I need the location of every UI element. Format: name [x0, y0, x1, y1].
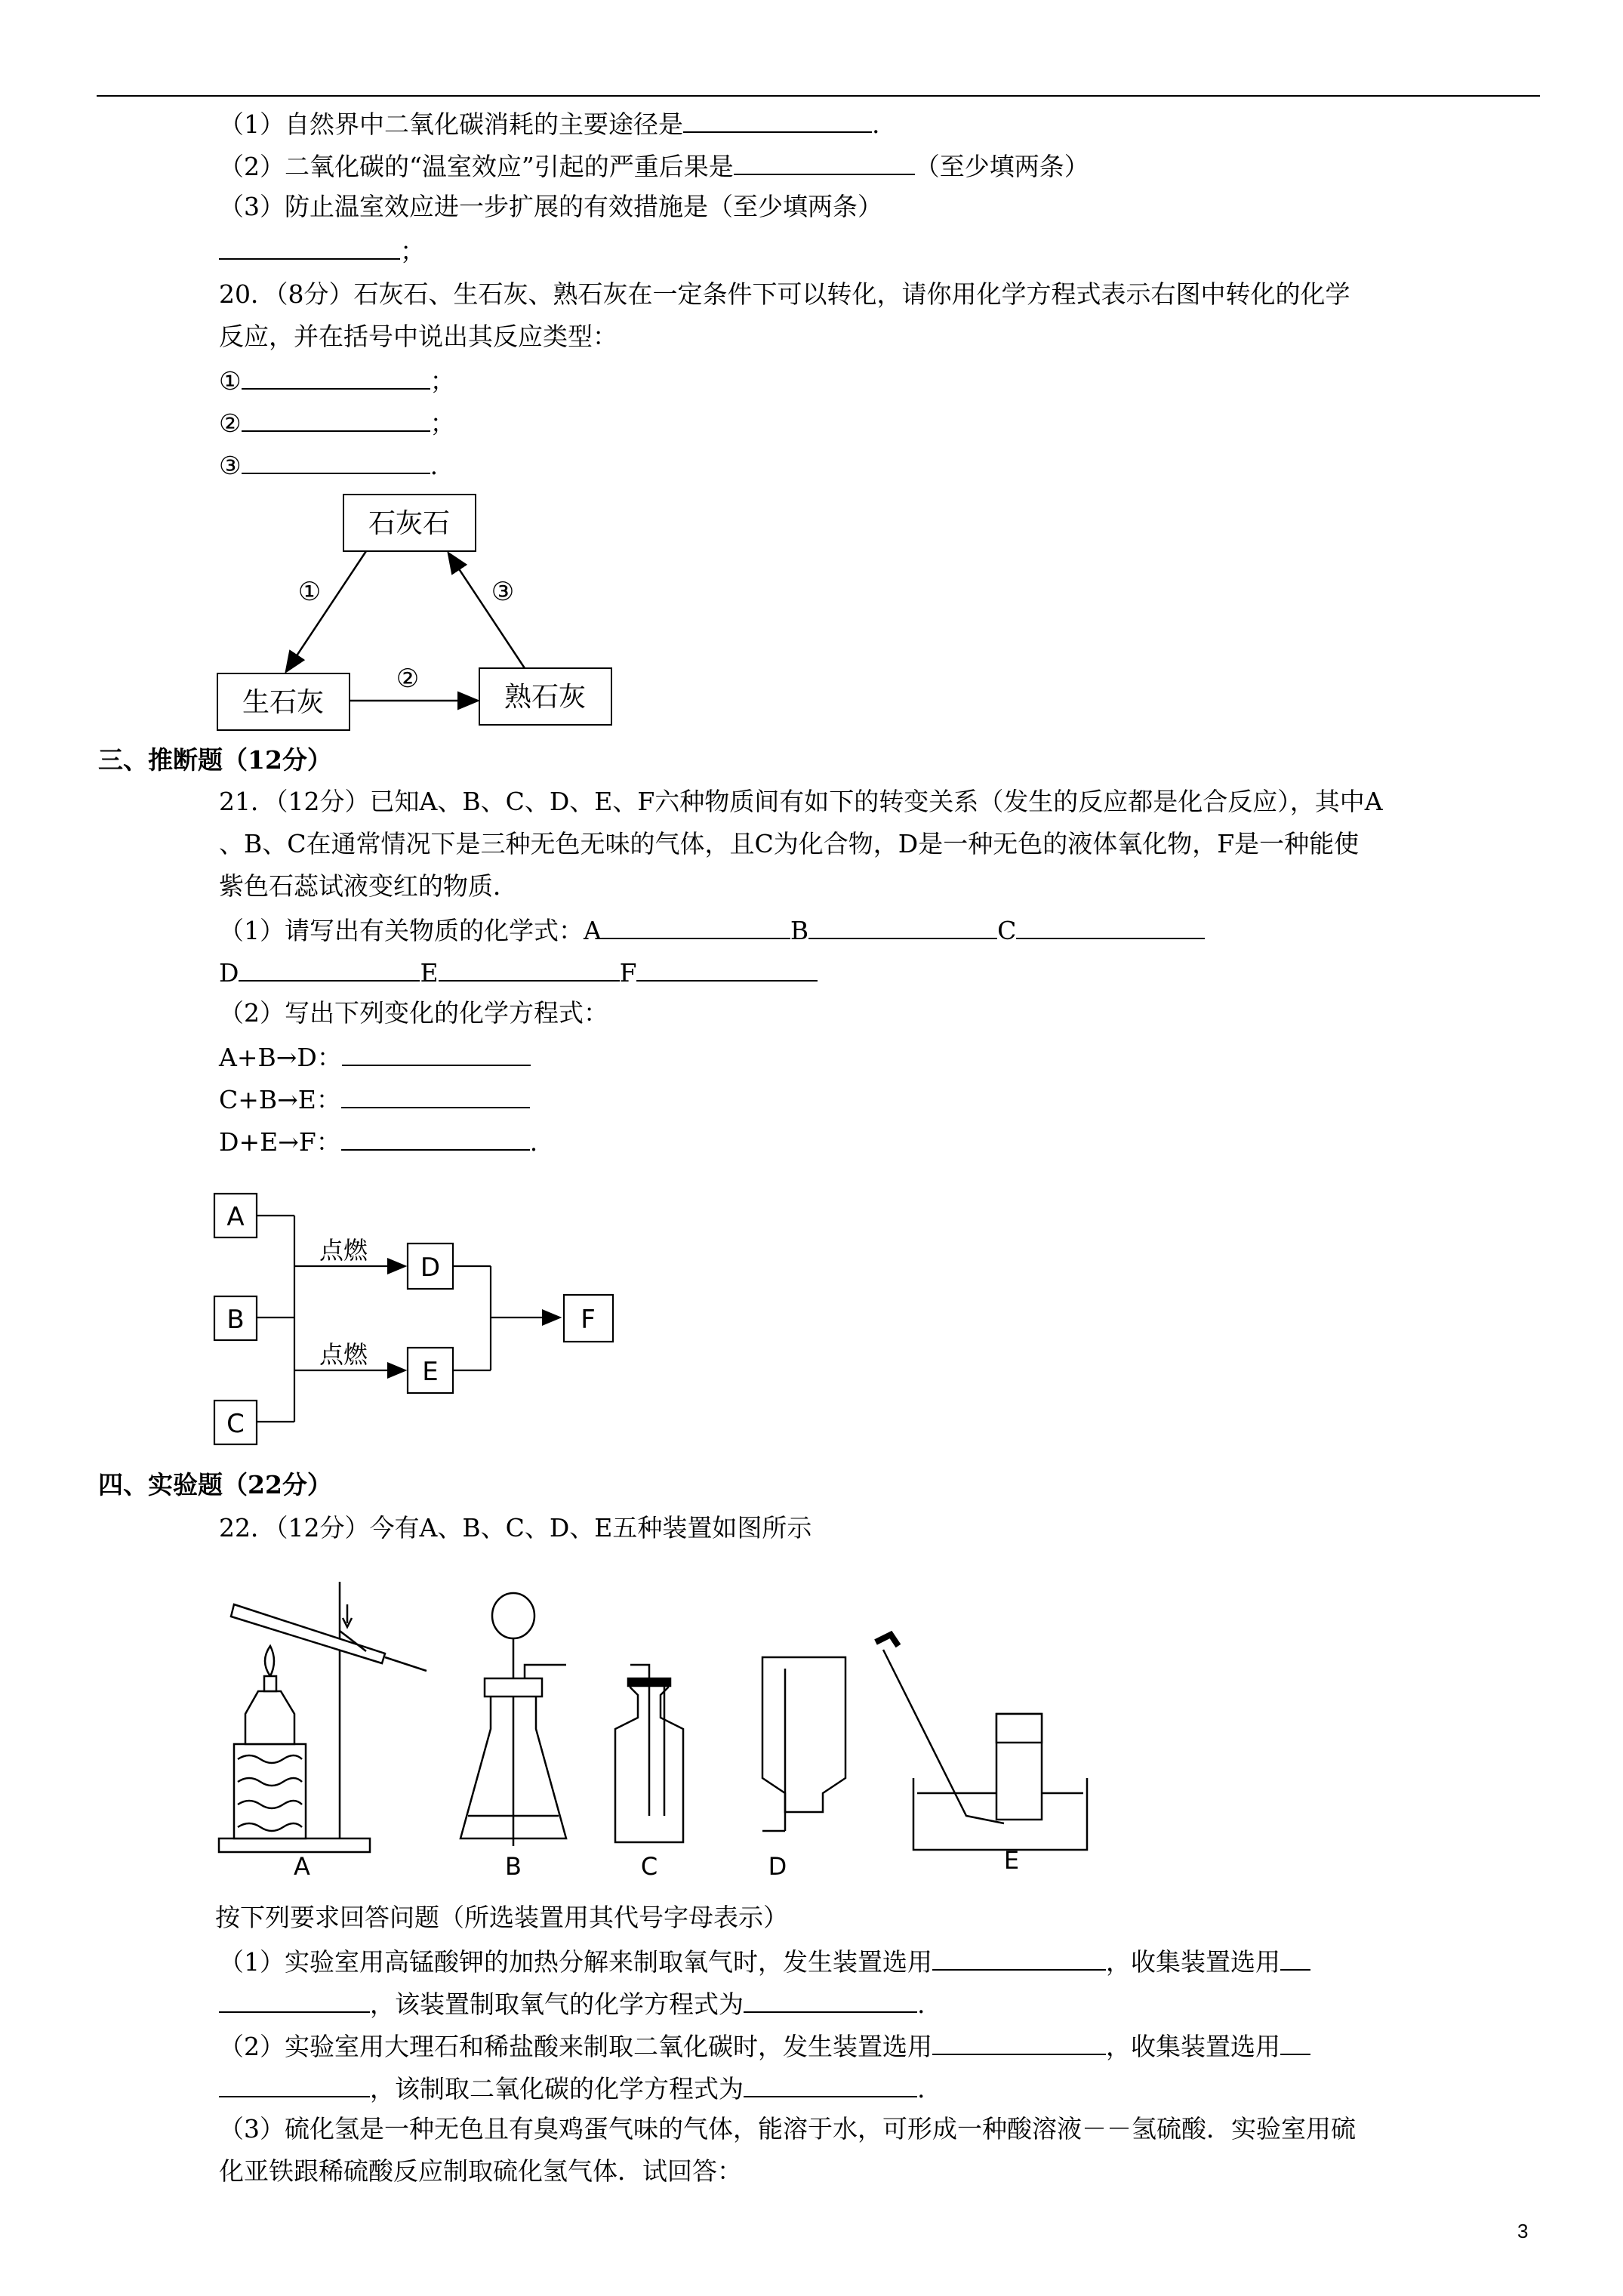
apparatus-a-label: A: [294, 1852, 310, 1881]
q21-stem-1: 21．（12分）已知A、B、C、D、E、F六种物质间有如下的转变关系（发生的反应都是化合反应），其中A: [219, 787, 1383, 816]
q20-item-2: ② ；: [219, 405, 455, 440]
apparatus-a: [219, 1582, 427, 1852]
q21-part2: （2）写出下列变化的化学方程式：: [219, 998, 608, 1028]
q20-stem-2: 反应，并在括号中说出其反应类型：: [219, 322, 617, 351]
answer-blank[interactable]: [932, 2028, 1106, 2055]
box-c-label: C: [226, 1409, 245, 1439]
box-f-label: F: [581, 1305, 596, 1335]
arrow-3-label: ③: [491, 577, 515, 607]
limestone-label: 石灰石: [368, 508, 451, 539]
answer-blank[interactable]: [1016, 912, 1205, 939]
q22-part2: （2）实验室用大理石和稀盐酸来制取二氧化碳时，发生装置选用 ，收集装置选用: [219, 2028, 1310, 2063]
lime-cycle-diagram: [204, 487, 627, 736]
apparatus-b: [460, 1593, 566, 1846]
apparatus-e: [876, 1635, 1087, 1850]
section-3-heading: 三、推断题（12分）: [98, 745, 332, 775]
arrow-2-label: ②: [396, 664, 420, 694]
q21-eq-2: C+B→E：: [219, 1081, 530, 1117]
q19-part3-answer: ；: [219, 233, 425, 268]
answer-blank[interactable]: [602, 912, 790, 939]
answer-blank[interactable]: [636, 954, 818, 982]
q22-part2-cont: ，该制取二氧化碳的化学方程式为 .: [219, 2070, 925, 2106]
apparatus-b-label: B: [505, 1852, 522, 1881]
answer-blank[interactable]: [219, 2070, 370, 2097]
q19-part1: （1）自然界中二氧化碳消耗的主要途径是 .: [219, 106, 880, 141]
q22-stem: 22．（12分）今有A、B、C、D、E五种装置如图所示: [219, 1513, 812, 1542]
arrow-1-label: ①: [297, 577, 322, 607]
q22-intro: 按下列要求回答问题（所选装置用其代号字母表示）: [215, 1903, 788, 1932]
answer-blank[interactable]: [342, 1039, 531, 1066]
section-4-heading: 四、实验题（22分）: [98, 1470, 332, 1499]
q21-eq-3: D+E→F： .: [219, 1123, 537, 1159]
answer-blank[interactable]: [1280, 1943, 1310, 1971]
q22-part1-cont: ，该装置制取氧气的化学方程式为 .: [219, 1986, 925, 2021]
q21-part1: （1）请写出有关物质的化学式：A B C: [219, 912, 1205, 948]
apparatus-e-label: E: [1003, 1846, 1020, 1875]
q22-part1: （1）实验室用高锰酸钾的加热分解来制取氧气时，发生装置选用 ，收集装置选用: [219, 1943, 1310, 1979]
q20-item-1: ① ；: [219, 362, 455, 398]
apparatus-d-label: D: [768, 1852, 787, 1881]
answer-blank[interactable]: [219, 233, 400, 260]
box-a-label: A: [226, 1202, 245, 1232]
page-number: 3: [1517, 2220, 1529, 2242]
arrow-3: [449, 554, 525, 668]
slaked-lime-label: 熟石灰: [504, 682, 587, 713]
q20-stem-1: 20．（8分）石灰石、生石灰、熟石灰在一定条件下可以转化，请你用化学方程式表示右图中转化的化学: [219, 279, 1350, 309]
answer-blank[interactable]: [1280, 2028, 1310, 2055]
q21-stem-3: 紫色石蕊试液变红的物质．: [219, 871, 518, 901]
quicklime-label: 生石灰: [242, 687, 325, 718]
apparatus-figure: [211, 1567, 1132, 1884]
ignite-label-1: 点燃: [319, 1236, 368, 1265]
answer-blank[interactable]: [341, 1081, 530, 1108]
answer-blank[interactable]: [242, 405, 430, 432]
arrow-1: [287, 551, 366, 670]
answer-blank[interactable]: [239, 954, 420, 982]
answer-blank[interactable]: [242, 362, 430, 390]
ignite-label-2: 点燃: [319, 1340, 368, 1369]
reaction-flow-diagram: [211, 1182, 642, 1465]
q19-part3: （3）防止温室效应进一步扩展的有效措施是（至少填两条）: [219, 192, 882, 221]
answer-blank[interactable]: [744, 1986, 917, 2013]
answer-blank[interactable]: [341, 1123, 530, 1151]
answer-blank[interactable]: [242, 447, 430, 474]
q21-part1-row2: D E F: [219, 954, 818, 990]
q22-part3-1: （3）硫化氢是一种无色且有臭鸡蛋气味的气体，能溶于水，可形成一种酸溶液－－氢硫酸．实验室用硫: [219, 2114, 1356, 2143]
answer-blank[interactable]: [683, 106, 872, 133]
box-d-label: D: [420, 1253, 441, 1283]
answer-blank[interactable]: [808, 912, 997, 939]
box-e-label: E: [422, 1357, 439, 1387]
answer-blank[interactable]: [744, 2070, 917, 2097]
q21-stem-2: 、B、C在通常情况下是三种无色无味的气体，且C为化合物，D是一种无色的液体氧化物，F是一种能使: [219, 829, 1360, 858]
q19-part2: （2）二氧化碳的“温室效应”引起的严重后果是 （至少填两条）: [219, 148, 1089, 183]
answer-blank[interactable]: [932, 1943, 1106, 1971]
header-rule: [97, 95, 1540, 97]
apparatus-c-label: C: [640, 1852, 658, 1881]
apparatus-c: [615, 1665, 683, 1842]
answer-blank[interactable]: [734, 148, 915, 175]
answer-blank[interactable]: [439, 954, 620, 982]
answer-blank[interactable]: [219, 1986, 370, 2013]
apparatus-d: [762, 1657, 845, 1831]
q21-eq-1: A+B→D：: [219, 1039, 531, 1074]
q22-part3-2: 化亚铁跟稀硫酸反应制取硫化氢气体．试回答：: [219, 2156, 742, 2186]
box-b-label: B: [226, 1305, 245, 1335]
q20-item-3: ③ .: [219, 447, 438, 482]
